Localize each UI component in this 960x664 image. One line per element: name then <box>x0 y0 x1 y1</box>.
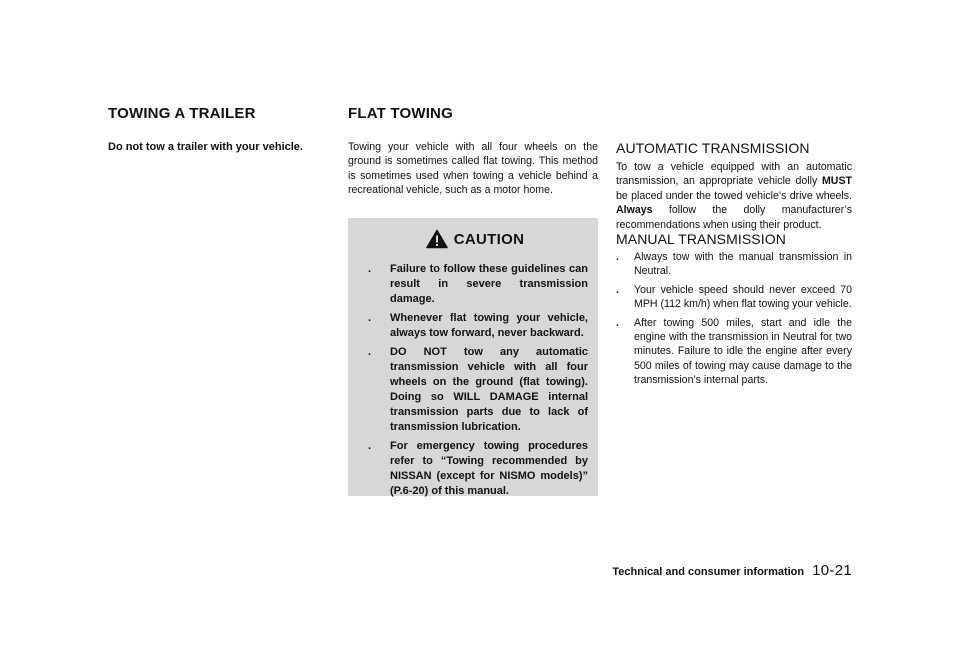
automatic-transmission-text <box>616 160 852 232</box>
footer-section-title: Technical and consumer information <box>612 566 805 578</box>
caution-item <box>362 439 588 499</box>
caution-item-text: Failure to follow these guidelines can result in severe transmission damage. <box>390 263 588 305</box>
manual-transmission-heading: MANUAL TRANSMISSION <box>616 231 786 247</box>
page-footer <box>612 562 852 579</box>
automatic-transmission-heading: AUTOMATIC TRANSMISSION <box>616 140 810 156</box>
automatic-text-2: be placed under the towed vehicle’s drive wheels. <box>616 189 852 202</box>
manual-item-text: Your vehicle speed should never exceed 70 MPH (112 km/h) when flat towing your vehicle. <box>634 283 852 311</box>
towing-trailer-heading: TOWING A TRAILER <box>108 105 256 122</box>
bullet: . <box>368 346 372 358</box>
automatic-text-1: To tow a vehicle equipped with an automatic transmission, an appropriate vehicle dolly <box>616 161 852 188</box>
flat-towing-heading: FLAT TOWING <box>348 105 453 122</box>
caution-item <box>362 345 588 435</box>
manual-transmission-list <box>616 250 852 392</box>
manual-item-text: Always tow with the manual transmission in Neutral. <box>634 251 852 278</box>
caution-box <box>348 218 598 496</box>
bullet: . <box>368 312 372 324</box>
caution-title: CAUTION <box>453 230 525 248</box>
bullet: . <box>616 251 619 263</box>
bullet: . <box>368 263 372 275</box>
bullet: . <box>368 440 372 452</box>
bullet: . <box>616 283 619 296</box>
manual-item <box>616 283 852 312</box>
caution-item-text: Whenever flat towing your vehicle, always tow forward, never backward. <box>390 312 588 339</box>
caution-item-text: DO NOT tow any automatic transmission vehicle with all four wheels on the ground (flat towing). Doing so WILL DAMAGE internal transmission parts due to lack of transmission lubrication. <box>390 346 588 433</box>
bullet: . <box>616 316 619 329</box>
always-emphasis: Always <box>616 204 653 217</box>
towing-trailer-warning: Do not tow a trailer with your vehicle. <box>108 141 303 153</box>
manual-item-text: After towing 500 miles, start and idle the engine with the transmission in Neutral for two minutes. Failure to idle the engine after every 500 miles of towing may cause damage to the transmission’s internal parts. <box>634 316 852 387</box>
caution-list <box>362 262 588 499</box>
warning-triangle-icon <box>426 229 448 249</box>
caution-item-text: For emergency towing procedures refer to “Towing recommended by NISSAN (except for NISMO models)” (P.6-20) of this manual. <box>390 440 588 497</box>
manual-item <box>616 250 852 279</box>
caution-item <box>362 262 588 307</box>
caution-header <box>362 228 588 250</box>
page-number: 10-21 <box>812 562 852 579</box>
caution-item <box>362 311 588 341</box>
must-emphasis: MUST <box>821 175 852 188</box>
manual-item <box>616 316 852 388</box>
flat-towing-intro: Towing your vehicle with all four wheels on the ground is sometimes called flat towing. This method is sometimes used when towing a vehicle behind a recreational vehicle, such as a motor home. <box>348 141 598 197</box>
automatic-text-3: follow the dolly manufacturer’s recommendations when using their product. <box>616 204 852 231</box>
